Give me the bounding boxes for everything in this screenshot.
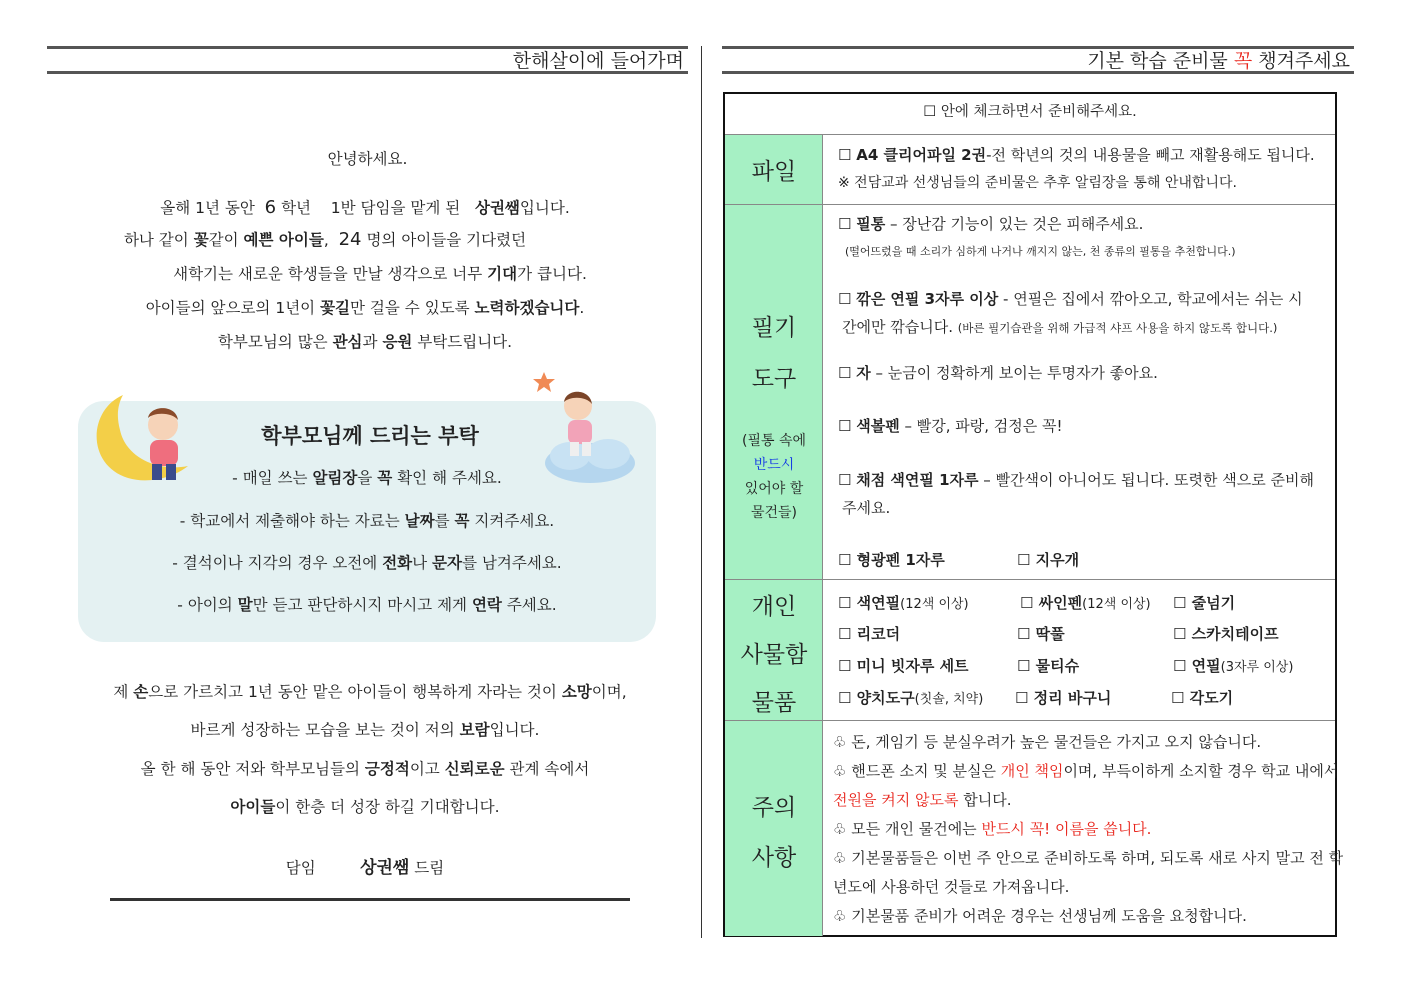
category-caution-label-1: 주의 <box>751 795 797 821</box>
outro-line-1: 제 손으로 가르치고 1년 동안 맡은 아이들이 행복하게 자라는 것이 소망이며, <box>113 683 627 701</box>
category-caution <box>725 721 823 936</box>
item-highlighter: ☐ 형광펜 1자루 <box>838 551 945 569</box>
category-locker-label-3: 물품 <box>751 690 797 716</box>
locker-item: ☐ 스카치테이프 <box>1173 625 1279 643</box>
row-file <box>725 134 1335 204</box>
writing-sub-2: 반드시 <box>753 457 795 473</box>
locker-item: ☐ 미니 빗자루 세트 <box>838 657 969 675</box>
row-caution <box>725 720 1344 936</box>
locker-item: ☐ 각도기 <box>1171 689 1234 707</box>
locker-item: ☐ 정리 바구니 <box>1015 689 1112 707</box>
writing-sub-1: (필통 속에 <box>741 433 806 449</box>
caution-line-6: 년도에 사용하던 것들로 가져옵니다. <box>833 878 1070 896</box>
category-writing-label-1: 필기 <box>751 315 797 341</box>
right-header-text: 기본 학습 준비물 꼭 챙겨주세요 <box>1087 50 1350 72</box>
notice-title: 학부모님께 드리는 부탁 <box>261 424 479 448</box>
bottom-rule <box>110 898 630 901</box>
locker-item: ☐ 딱풀 <box>1017 625 1065 643</box>
writing-sub-4: 물건들) <box>750 505 798 521</box>
table-title: ☐ 안에 체크하면서 준비해주세요. <box>923 104 1137 120</box>
item-eraser: ☐ 지우개 <box>1017 551 1080 569</box>
caution-line-2: ♧ 핸드폰 소지 및 분실은 개인 책임이며, 부득이하게 소지할 경우 학교 내에서 <box>833 762 1339 780</box>
locker-item: ☐ 연필(3자루 이상) <box>1173 657 1294 675</box>
category-file <box>725 135 823 204</box>
file-line-2: ※ 전담교과 선생님들의 준비물은 추후 알림장을 통해 안내합니다. <box>838 175 1237 191</box>
intro-line-5: 학부모님의 많은 관심과 응원 부탁드립니다. <box>217 333 513 351</box>
caution-line-1: ♧ 돈, 게임기 등 분실우려가 높은 물건들은 가지고 오지 않습니다. <box>833 733 1262 751</box>
row-locker <box>725 579 1335 720</box>
item-color-pen: ☐ 색볼펜 – 빨강, 파랑, 검정은 꼭! <box>838 417 1063 435</box>
item-grading-pencil: ☐ 채점 색연필 1자루 – 빨간색이 아니어도 됩니다. 또렷한 색으로 준비해 <box>838 471 1314 489</box>
item-pencil-case: ☐ 필통 – 장난감 기능이 있는 것은 피해주세요. <box>838 215 1144 233</box>
intro-line-1: 올해 1년 동안 6 학년 1반 담임을 맡게 된 상권쌤입니다. <box>160 197 570 218</box>
left-section-header <box>47 46 688 74</box>
locker-item: ☐ 양치도구(칫솔, 치약) <box>838 689 984 707</box>
item-pencil-cont: 간에만 깎습니다. (바른 필기습관을 위해 가급적 샤프 사용을 하지 않도록 합니다.) <box>842 318 1278 336</box>
category-locker-label-1: 개인 <box>751 594 797 620</box>
item-pencil: ☐ 깎은 연필 3자루 이상 - 연필은 집에서 깎아오고, 학교에서는 쉬는 시 <box>838 290 1303 308</box>
locker-item: ☐ 리코더 <box>838 625 901 643</box>
greeting: 안녕하세요. <box>327 150 408 168</box>
category-writing-tools <box>725 205 823 579</box>
outro-line-2: 바르게 성장하는 모습을 보는 것이 저의 보람입니다. <box>190 721 540 739</box>
locker-item: ☐ 색연필(12색 이상) <box>838 594 969 612</box>
category-locker <box>725 580 823 720</box>
supplies-table <box>723 92 1344 937</box>
signature: 담임 상권쌤 드림 <box>285 858 445 878</box>
locker-item: ☐ 줄넘기 <box>1173 594 1236 612</box>
caution-line-4: ♧ 모든 개인 물건에는 반드시 꼭! 이름을 씁니다. <box>833 820 1152 838</box>
locker-item: ☐ 물티슈 <box>1017 657 1080 675</box>
category-locker-label-2: 사물함 <box>740 642 808 668</box>
column-divider <box>701 46 702 938</box>
intro-line-2: 하나 같이 꽃같이 예쁜 아이들, 24 명의 아이들을 기다렸던 <box>123 229 527 250</box>
pencil-case-note: (떨어뜨렸을 때 소리가 심하게 나거나 깨지지 않는, 천 종류의 필통을 추천합니다.) <box>845 245 1236 258</box>
row-writing-tools <box>725 204 1335 579</box>
item-grading-pencil-cont: 주세요. <box>842 499 891 517</box>
right-section-header <box>722 46 1354 74</box>
intro-line-3: 새학기는 새로운 학생들을 만날 생각으로 너무 기대가 큽니다. <box>173 265 587 283</box>
caution-line-3: 전원을 켜지 않도록 합니다. <box>833 791 1012 809</box>
item-ruler: ☐ 자 – 눈금이 정확하게 보이는 투명자가 좋아요. <box>838 364 1158 382</box>
category-writing-label-2: 도구 <box>751 366 797 392</box>
notice-line-2: - 학교에서 제출해야 하는 자료는 날짜를 꼭 지켜주세요. <box>179 512 555 530</box>
outro-line-3: 올 한 해 동안 저와 학부모님들의 긍정적이고 신뢰로운 관계 속에서 <box>140 760 590 778</box>
left-header-text: 한해살이에 들어가며 <box>512 50 684 72</box>
outro-line-4: 아이들이 한층 더 성장 하길 기대합니다. <box>230 798 500 816</box>
caution-line-7: ♧ 기본물품 준비가 어려운 경우는 선생님께 도움을 요청합니다. <box>833 907 1247 925</box>
notice-line-3: - 결석이나 지각의 경우 오전에 전화나 문자를 남겨주세요. <box>172 554 562 572</box>
category-caution-label-2: 사항 <box>751 845 797 871</box>
locker-item: ☐ 싸인펜(12색 이상) <box>1020 594 1151 612</box>
file-line-1: ☐ A4 클리어파일 2권-전 학년의 것의 내용물을 빼고 재활용해도 됩니다. <box>838 146 1315 164</box>
notice-line-4: - 아이의 말만 듣고 판단하시지 마시고 제게 연락 주세요. <box>177 596 557 614</box>
writing-sub-3: 있어야 할 <box>744 481 804 497</box>
caution-line-5: ♧ 기본물품들은 이번 주 안으로 준비하도록 하며, 되도록 새로 사지 말고 전 학 <box>833 849 1344 867</box>
notice-line-1: - 매일 쓰는 알림장을 꼭 확인 해 주세요. <box>232 469 502 487</box>
intro-line-4: 아이들의 앞으로의 1년이 꽃길만 걸을 수 있도록 노력하겠습니다. <box>145 299 585 317</box>
category-file-label: 파일 <box>751 159 797 185</box>
